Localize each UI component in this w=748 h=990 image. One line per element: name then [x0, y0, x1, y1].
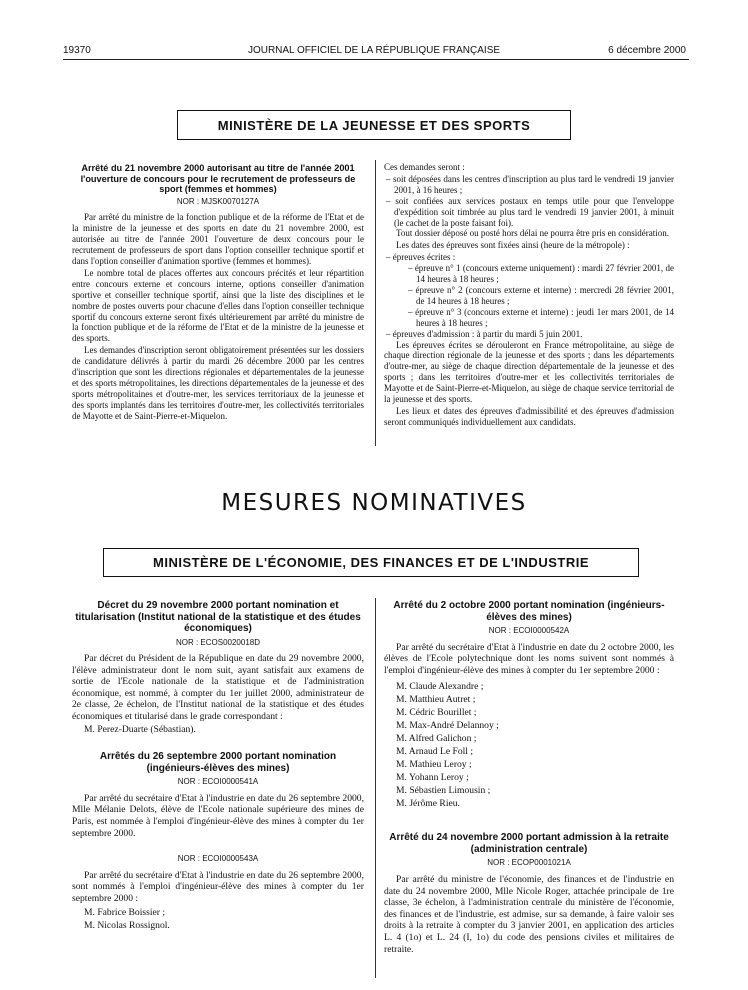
column-divider-top: [375, 160, 376, 446]
arretes26-paragraph-1: Par arrêté du secrétaire d'Etat à l'industrie en date du 26 septembre 2000, Mlle Mélanie Delots, élève de l'Ecole nationale supérieure des mines de Paris, est nommée à l'emploi d'ingénieur-élève des mines à compter du 1er septembre 2000.: [72, 792, 364, 839]
arrete1-right-p2: Tout dossier déposé ou posté hors délai ne pourra être pris en considération.: [396, 228, 670, 239]
list-item: M. Sébastien Limousin ;: [396, 785, 491, 797]
arrete2oct-title: Arrêté du 2 octobre 2000 portant nomination (ingénieurs-élèves des mines): [393, 600, 665, 623]
list-item: M. Yohann Leroy ;: [396, 772, 469, 784]
list-item: M. Matthieu Autret ;: [396, 694, 476, 706]
ministry-economie-title: MINISTÈRE DE L'ÉCONOMIE, DES FINANCES ET DE L'INDUSTRIE: [153, 555, 589, 570]
list-item: – épreuves d'admission : à partir du mardi 5 juin 2001.: [386, 328, 583, 339]
column-divider-bottom: [375, 598, 376, 978]
arrete1-left-column: [72, 163, 364, 423]
arrete1-nor: NOR : MJSK0070127A: [176, 196, 260, 206]
arrete1-paragraph-2: Le nombre total de places offertes aux concours précités et leur répartition entre concours externe et concours interne, options conseiller d'animation sportive et conseiller technique sportif, ainsi que la liste des disciplines et le nombre de postes ouverts pour chacune d'elles dans l'option conseiller technique sportif du concours externe seront fixés ultérieurement par arrêté du ministre de la fonction publique et de la réforme de l'Etat et de la ministre de la jeunesse et des sports.: [72, 267, 364, 344]
header-rule: [63, 59, 689, 60]
list-item: M. Claude Alexandre ;: [396, 681, 484, 693]
arrete1-right-column: [384, 162, 674, 429]
arrete2oct-nor: NOR : ECOI0000542A: [488, 626, 570, 635]
list-item: M. Jérôme Rieu.: [396, 798, 460, 810]
decret-nor: NOR : ECOS0020018D: [175, 637, 261, 647]
list-item: – épreuves écrites : – épreuve n° 1 (concours externe uniquement) : mardi 27 février 2001, de 14 heures à 18 heures ; – épreuve n° 2 (concours externe et interne) : mercredi 28 février 2001, de 14 heures à 18 heures ; – épreuve n° 3 (concours externe et interne) : jeudi 1er mars 2001, de 14 heures à 18 heures ;: [386, 252, 674, 328]
lower-right-column: [384, 600, 674, 956]
list-item: M. Arnaud Le Foll ;: [396, 746, 474, 758]
page-number: 19370: [63, 45, 91, 56]
epreuves-ecrites-list: [394, 263, 674, 328]
list-item: – soit déposées dans les centres d'inscription au plus tard le vendredi 19 janvier 2001, à 16 heures ;: [386, 173, 674, 195]
arrete24nov-title: Arrêté du 24 novembre 2000 portant admission à la retraite (administration centrale): [389, 832, 669, 855]
list-item: M. Max-André Delannoy ;: [396, 720, 499, 732]
list-item: M. Nicolas Rossignol.: [84, 919, 170, 931]
journal-title: JOURNAL OFFICIEL DE LA RÉPUBLIQUE FRANÇAISE: [247, 45, 501, 56]
arrete1-epreuves-list: [384, 252, 674, 339]
arrete2oct-names: [384, 680, 674, 810]
decret-title: Décret du 29 novembre 2000 portant nomination et titularisation (Institut national de la statistique et des études économiques): [75, 600, 361, 634]
decret-name: M. Perez-Duarte (Sébastian).: [84, 723, 196, 735]
arrete1-right-p5: Les lieux et dates des épreuves d'admissibilité et des épreuves d'admission seront communiqués individuellement aux candidats.: [384, 405, 674, 427]
arretes26-names: [72, 906, 364, 932]
arrete1-right-p3: Les dates des épreuves sont fixées ainsi (heure de la métropole) :: [396, 240, 630, 251]
list-item: – épreuve n° 1 (concours externe uniquement) : mardi 27 février 2001, de 14 heures à 18 heures ;: [408, 263, 674, 285]
list-item: – soit confiées aux services postaux en temps utile pour que l'enveloppe d'expédition soit timbrée au plus tard le vendredi 19 janvier 2001, à minuit (le cachet de la poste faisant foi).: [386, 195, 674, 228]
arrete24nov-nor: NOR : ECOP0001021A: [487, 858, 571, 868]
list-item: M. Cédric Bourillet ;: [396, 707, 477, 719]
arrete1-right-intro: Ces demandes seront :: [384, 162, 465, 172]
arrete1-title: Arrêté du 21 novembre 2000 autorisant au titre de l'année 2001 l'ouverture de concours pour le recrutement de professeurs de sport (femmes et hommes): [80, 163, 356, 194]
arretes26-paragraph-2: Par arrêté du secrétaire d'Etat à l'industrie en date du 26 septembre 2000, sont nommés à l'emploi d'ingénieur-élève des mines à compter du 1er septembre 2000 :: [72, 869, 364, 904]
arrete1-paragraph-3: Les demandes d'inscription seront obligatoirement présentées sur les dossiers de candidature délivrés à partir du mardi 26 décembre 2000 par les centres d'inscription que sont les directions régionales et départementales de la jeunesse et des sports métropolitaines, les directions départementales de la jeunesse et des sports métropolitaines et d'outre-mer, les services territoriaux de la jeunesse et des sports implantés dans les territoires d'outre-mer, les collectivités territoriales de Mayotte et de Saint-Pierre-et-Miquelon.: [72, 345, 364, 421]
ministry-jeunesse-sports-title: MINISTÈRE DE LA JEUNESSE ET DES SPORTS: [217, 117, 531, 133]
mesures-nominatives-heading: MESURES NOMINATIVES: [221, 490, 527, 516]
decret-paragraph: Par décret du Président de la République en date du 29 novembre 2000, l'élève administrateur dont le nom suit, ayant satisfait aux examens de sortie de l'Ecole nationale de la statistique et de l'administration économique, est nommé, à compter du 1er juillet 2000, administrateur de 2e classe, 2e échelon, de l'Institut national de la statistique et des études économiques et titularisé dans le grade correspondant :: [72, 653, 364, 723]
arrete2oct-paragraph: Par arrêté du secrétaire d'Etat à l'industrie en date du 2 octobre 2000, les élèves de l'Ecole polytechnique dont les noms suivent sont nommés à l'emploi d'ingénieur-élève des mines à compter du 1er septembre 2000 :: [384, 641, 674, 676]
list-item: M. Mathieu Leroy ;: [396, 759, 472, 771]
ministry-jeunesse-sports-box: [177, 110, 571, 140]
arretes26-nor-2: NOR : ECOI0000543A: [177, 854, 259, 864]
list-item: M. Alfred Galichon ;: [396, 733, 477, 745]
arrete1-paragraph-1: Par arrêté du ministre de la fonction publique et de la réforme de l'Etat et de la ministre de la jeunesse et des sports en date du 21 novembre 2000, est autorisée au titre de l'année 2001 l'ouverture de deux concours pour le recrutement de professeurs de sport dans l'option conseiller technique sportif et dans l'option conseiller d'animation sportive (femmes et hommes).: [72, 212, 364, 267]
arretes26-title: Arrêtés du 26 septembre 2000 portant nomination (ingénieurs-élèves des mines): [99, 751, 337, 774]
arrete24nov-paragraph: Par arrêté du ministre de l'économie, des finances et de l'industrie en date du 24 novembre 2000, Mlle Nicole Roger, attachée principale de 1re classe, 3e échelon, à l'administration centrale du ministère de l'économie, des finances et de l'industrie, est admise, sur sa demande, à faire valoir ses droits à la retraite à compter du 3 janvier 2001, en application des articles L. 4 (1o) et L. 24 (I, 1o) du code des pensions civiles et militaires de retraite.: [384, 873, 674, 955]
lower-left-column: [72, 600, 364, 932]
ministry-economie-box: [103, 548, 639, 577]
arrete1-deposit-list: [384, 174, 674, 229]
list-item: M. Fabrice Boissier ;: [84, 906, 166, 918]
page-date: 6 décembre 2000: [608, 45, 686, 56]
list-item: – épreuve n° 3 (concours externe et interne) : jeudi 1er mars 2001, de 14 heures à 18 heures ;: [408, 306, 674, 328]
list-item: – épreuve n° 2 (concours externe et interne) : mercredi 28 février 2001, de 14 heures à 18 heures ;: [408, 284, 674, 306]
arrete1-right-p4: Les épreuves écrites se dérouleront en France métropolitaine, au siège de chaque direction régionale de la jeunesse et des sports ; dans les départements d'outre-mer, au siège de chaque direction départementale de la jeunesse et des sports ; dans les territoires d'outre-mer et les collectivités territoriales de Mayotte et de Saint-Pierre-et-Miquelon, au siège de chaque service territorial de la jeunesse et des sports.: [384, 339, 674, 405]
arretes26-nor-1: NOR : ECOI0000541A: [177, 777, 259, 787]
